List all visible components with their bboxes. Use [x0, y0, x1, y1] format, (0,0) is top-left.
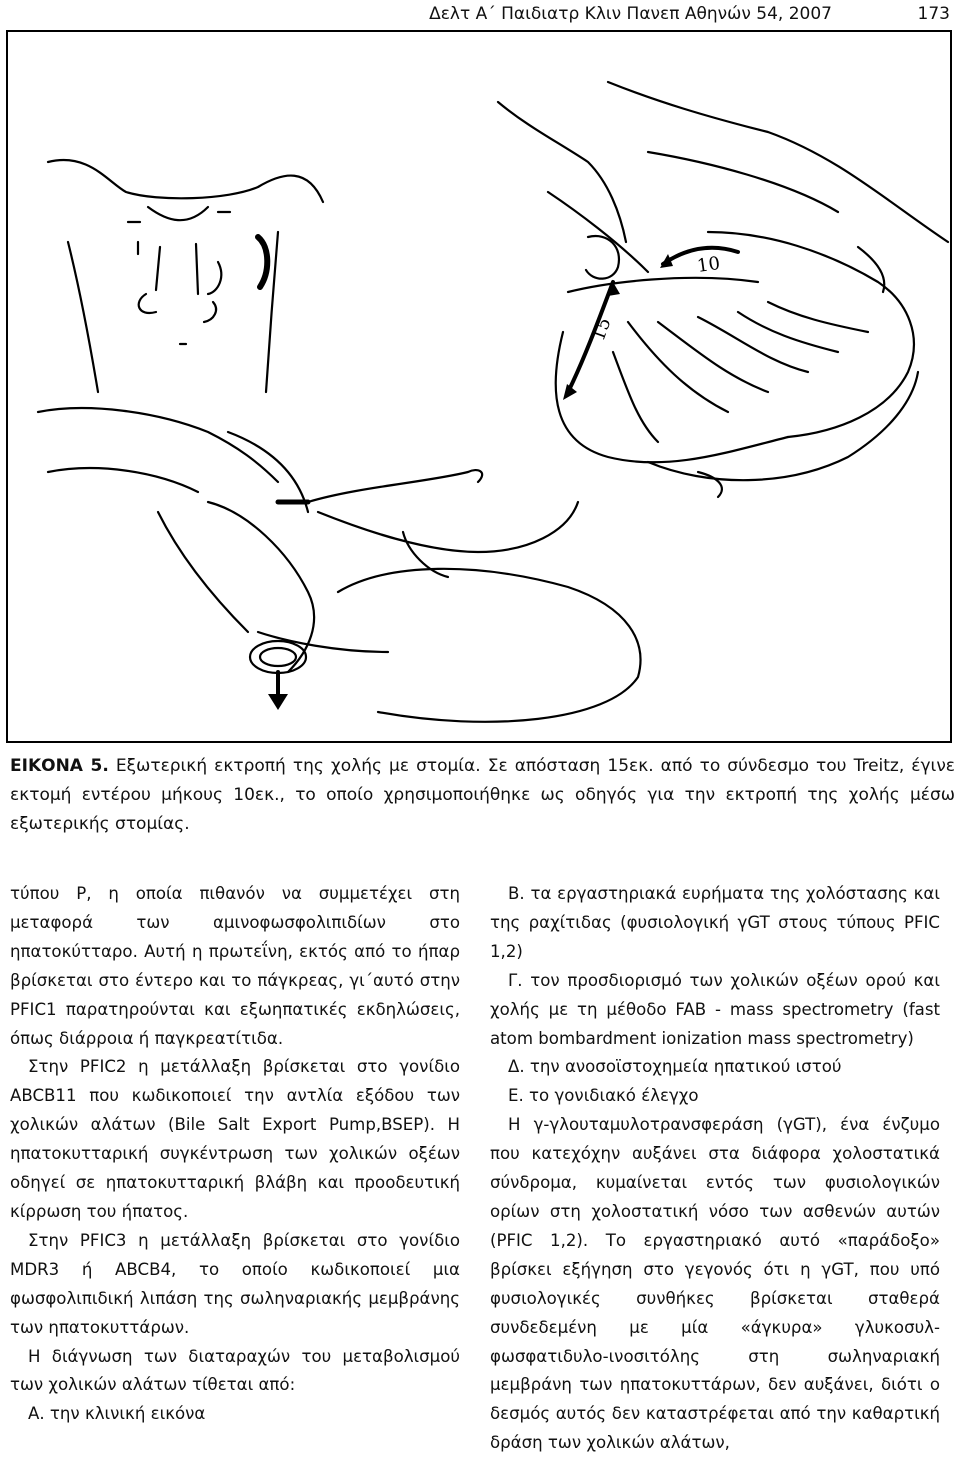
running-title: Δελτ Α΄ Παιδιατρ Κλιν Πανεπ Αθηνών 54, 2007 [429, 4, 832, 24]
label-15cm: 15 [587, 315, 616, 344]
paragraph: Στην PFIC2 η μετάλλαξη βρίσκεται στο γονίδιο ABCB11 που κωδικοποιεί την αντλία εξόδου των χολικών αλάτων (Bile Salt Export Pump,BSEP). Η ηπατοκυτταρική συγκέντρωση των χολικών οξέων οδηγεί σε ηπατοκυτταρική βλάβη και προοδευτική κίρρωση του ήπατος. [10, 1057, 460, 1221]
caption-text: Εξωτερική εκτροπή της χολής με στομία. Σε απόσταση 15εκ. από το σύνδεσμο του Treitz, έγινε εκτομή εντέρου μήκους 10εκ., το οποίο χρησιμοποιήθηκε ως οδηγός για την εκτροπή της χολής μέσω εξωτερικής στομίας. [10, 756, 955, 834]
paragraph: Α. την κλινική εικόνα [28, 1404, 206, 1424]
paragraph: Ε. το γονιδιακό έλεγχο [508, 1086, 699, 1106]
right-column [490, 880, 940, 1458]
upper-hands-and-bowel [498, 82, 948, 497]
paragraph: Δ. την ανοσοϊστοχημεία ηπατικού ιστού [508, 1057, 842, 1077]
paragraph: Β. τα εργαστηριακά ευρήματα της χολόστασης και της ραχίτιδας (φυσιολογική γGT στους τύπους PFIC 1,2) [490, 884, 940, 961]
surgical-illustration [6, 30, 952, 743]
page-number: 173 [917, 4, 950, 24]
paragraph: Η διάγνωση των διαταραχών του μεταβολισμού των χολικών αλάτων τίθεται από: [10, 1346, 460, 1395]
caption-label: ΕΙΚΟΝΑ 5. [10, 756, 109, 776]
label-10cm: 10 [695, 252, 722, 277]
paragraph: Η γ-γλουταμυλοτρανσφεράση (γGT), ένα ένζυμο που κατεχόχην αυξάνει στα διάφορα χολοστατικά σύνδρομα, κυμαίνεται εντός των φυσιολογικών ορίων στη χολοστατική νόσο των ασθενών αυτών (PFIC 1,2). Το εργαστηριακό αυτό «παράδοξο» βρίσκει εξήγηση στο γεγονός ότι η γGT, που υπό φυσιολογικές συνθήκες βρίσκεται σταθερά συνδεδεμένη με μία «άγκυρα» γλυκοσυλ-φωσφατιδυλο-ινοσιτόλης στη σωληναριακή μεμβράνη των ηπατοκυττάρων, δεν αυξάνει, διότι ο δεσμός αυτός δεν καταστρέφεται από την καθαρτική δράση των χολικών αλάτων, [490, 1115, 940, 1453]
page-header [0, 0, 960, 30]
figure-caption [10, 752, 955, 839]
left-column [10, 880, 460, 1429]
paragraph: Γ. τον προσδιορισμό των χολικών οξέων ορού και χολής με τη μέθοδο FAB - mass spectrometry (fast atom bombardment ionization mass spectrometry) [490, 970, 940, 1048]
paragraph: Στην PFIC3 η μετάλλαξη βρίσκεται στο γονίδιο MDR3 ή ABCB4, το οποίο κωδικοποιεί μια φωσφολιπιδική λιπάση της σωληναριακής μεμβράνης των ηπατοκυττάρων. [10, 1230, 460, 1337]
lower-hand-and-stoma [38, 408, 640, 722]
torso-figure [48, 160, 323, 392]
paragraph: τύπου P, η οποία πιθανόν να συμμετέχει στη μεταφορά των αμινοφωσφολιπιδίων στο ηπατοκύτταρο. Αυτή η πρωτεΐνη, εκτός από το ήπαρ βρίσκεται στο έντερο και το πάγκρεας, γι΄αυτό στην PFIC1 παρατηρούνται και εξωηπατικές εκδηλώσεις, όπως διάρροια ή παγκρεατίτιδα. [10, 884, 460, 1048]
